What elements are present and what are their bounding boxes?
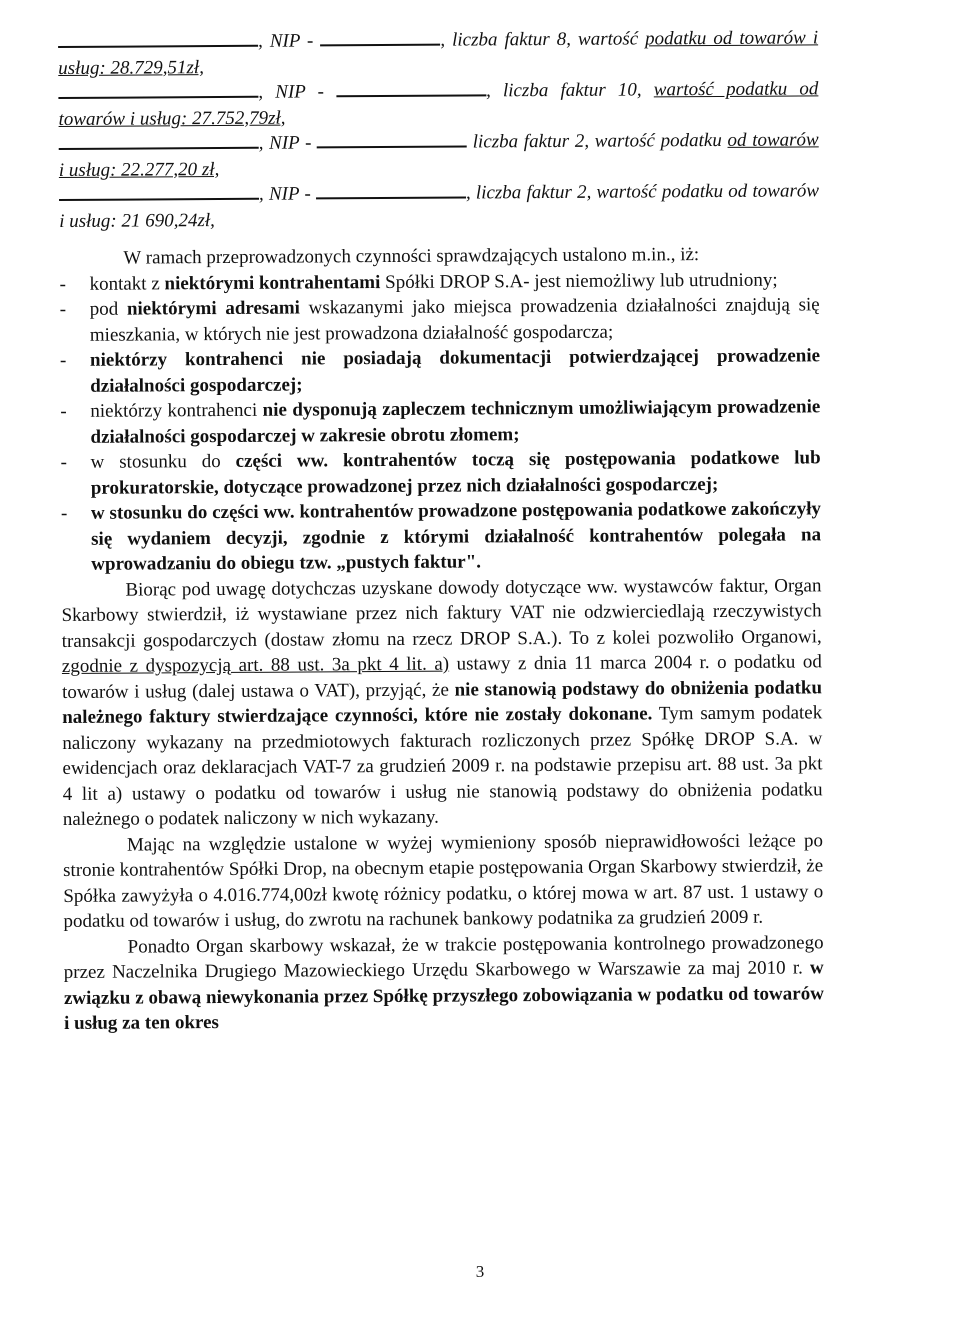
dash-marker: - — [59, 273, 66, 295]
finding-item — [60, 343, 820, 399]
text-segment: nie stanowią podstawy do obniżenia podatku należnego faktury stwierdzające czynności, które nie zostały dokonane. — [62, 676, 823, 728]
text-segment: Mając na względzie ustalone w wyżej wymieniony sposób nieprawidłowości leżące po stronie kontrahentów Spółki Drop, na obecnym etapie postępowania Organ Skarbowy stwierdził, że Spółka zawyżyła o 4.016.774,00zł kwotę różnicy podatku, o której mowa w art. 87 ust. 1 ustawy o podatku od towarów i usług, do zwrotu na rachunek bankowy podatnika za grudzień 2009 r. — [63, 829, 824, 932]
text-segment: Ponadto Organ skarbowy wskazał, że w trakcie postępowania kontrolnego prowadzonego przez Naczelnika Drugiego Mazowieckiego Urzędu Skarbowego w Warszawie za maj 2010 r. — [63, 931, 824, 983]
body-paragraphs — [61, 573, 824, 1037]
contractor-list — [58, 25, 819, 234]
text-segment: , NIP - — [258, 183, 317, 205]
text-segment: wartość podatku od towarów i usług: 27.752,79zł, — [58, 78, 819, 130]
text-segment: podatku od towarów i usług: 28.729,51zł, — [58, 27, 819, 79]
text-segment: niektórzy kontrahenci — [90, 399, 263, 422]
text-segment: , NIP - — [258, 81, 337, 103]
text-segment: ustawy z dnia 11 marca 2004 r. o podatku od towarów i usług (dalej ustawa o VAT), przyjąć, że — [61, 651, 822, 703]
redacted-field — [59, 184, 259, 201]
contractor-entry — [59, 127, 819, 183]
dash-marker: - — [60, 451, 68, 473]
text-segment: od towarów i usług: 22.277,20 zł, — [58, 129, 819, 181]
text-segment: , liczba faktur 2, wartość podatku od towarów i usług: 21 690,24zł, — [59, 180, 820, 232]
text-segment: wskazanymi jako miejsca prowadzenia działalności znajdują się mieszkania, w których nie jest prowadzona działalność gospodarcza; — [89, 294, 820, 346]
redacted-field — [59, 133, 259, 150]
document-page — [58, 25, 824, 1036]
text-segment: nie dysponują zapleczem technicznym umożliwiającym prowadzenie działalności gospodarczej w zakresie obrotu złomem; — [90, 396, 821, 448]
text-segment: , liczba faktur 8, wartość — [440, 28, 646, 51]
paragraph — [61, 573, 823, 833]
text-segment: pod — [89, 298, 127, 320]
text-segment: , liczba faktur 10, — [485, 79, 654, 102]
dash-marker: - — [60, 400, 67, 422]
text-segment: Biorąc pod uwagę dotychczas uzyskane dowody dotyczące ww. wystawców faktur, Organ Skarbowy stwierdził, iż wystawiane przez nich faktury VAT nie odzwierciedlają rzeczywistych transakcji gospodarczych (dostaw złomu na rzecz DROP S.A.). To z kolei pozwoliło Organowi, — [61, 574, 822, 652]
redacted-field — [320, 30, 440, 47]
paragraph — [64, 930, 825, 1037]
contractor-entry — [59, 178, 819, 234]
redacted-field — [317, 132, 467, 149]
finding-item — [61, 496, 821, 577]
text-segment: Spółki DROP S.A- jest niemożliwy lub utrudniony; — [380, 269, 778, 293]
text-segment: kontakt z — [89, 272, 165, 295]
text-segment: liczba faktur 2, wartość podatku — [466, 129, 728, 153]
contractor-entry — [58, 76, 818, 132]
dash-marker: - — [59, 349, 67, 371]
page-number: 3 — [475, 1262, 485, 1281]
redacted-field — [58, 31, 258, 48]
text-segment: niektórzy kontrahenci nie posiadają dokumentacji potwierdzającej prowadzenie działalności gospodarczej; — [89, 345, 821, 397]
text-segment: Tym samym podatek naliczony wykazany na przedmiotowych fakturach rozliczonych przez Spółkę DROP S.A. w ewidencjach oraz deklaracjach VAT-7 za grudzień 2009 r. na podstawie przepisu art. 88 ust. 3a pkt 4 lit a) ustawy o podatku od towarów i usług nie stanowią podstawy do obniżenia podatku należnego o podatek naliczony w nich wykazany. — [62, 702, 823, 830]
findings-intro: W ramach przeprowadzonych czynności sprawdzających ustalono m.in., iż: — [123, 244, 700, 269]
text-segment: zgodnie z dyspozycją art. 88 ust. 3a pkt 4 lit. a) — [61, 653, 450, 677]
text-segment: , NIP - — [258, 30, 321, 52]
finding-item — [60, 394, 820, 450]
dash-marker: - — [59, 298, 67, 320]
findings-list — [59, 267, 821, 578]
paragraph — [63, 828, 824, 935]
text-segment: niektórymi adresami — [126, 297, 300, 320]
finding-item — [61, 445, 821, 501]
redacted-field — [58, 82, 258, 99]
text-segment: części ww. kontrahentów toczą się postępowania podatkowe lub prokuratorskie, dotyczące prowadzonej przez nich działalności gospodarczej; — [90, 447, 821, 499]
finding-item — [60, 292, 820, 348]
dash-marker: - — [60, 502, 68, 524]
text-segment: w stosunku do — [90, 450, 236, 473]
text-segment: , NIP - — [258, 132, 318, 154]
text-segment: w stosunku do części ww. kontrahentów prowadzone postępowania podatkowe zakończyły się wydaniem decyzji, zgodnie z którymi działalność kontrahentów polegała na wprowadzaniu do obiegu tzw. „pustych faktur". — [90, 498, 822, 575]
contractor-entry — [58, 25, 818, 81]
text-segment: w związku z obawą niewykonania przez Spółkę przyszłego zobowiązania w podatku od towarów i usług za ten okres — [63, 957, 824, 1034]
text-segment: niektórymi kontrahentami — [164, 271, 381, 294]
redacted-field — [316, 183, 466, 200]
redacted-field — [336, 80, 486, 97]
